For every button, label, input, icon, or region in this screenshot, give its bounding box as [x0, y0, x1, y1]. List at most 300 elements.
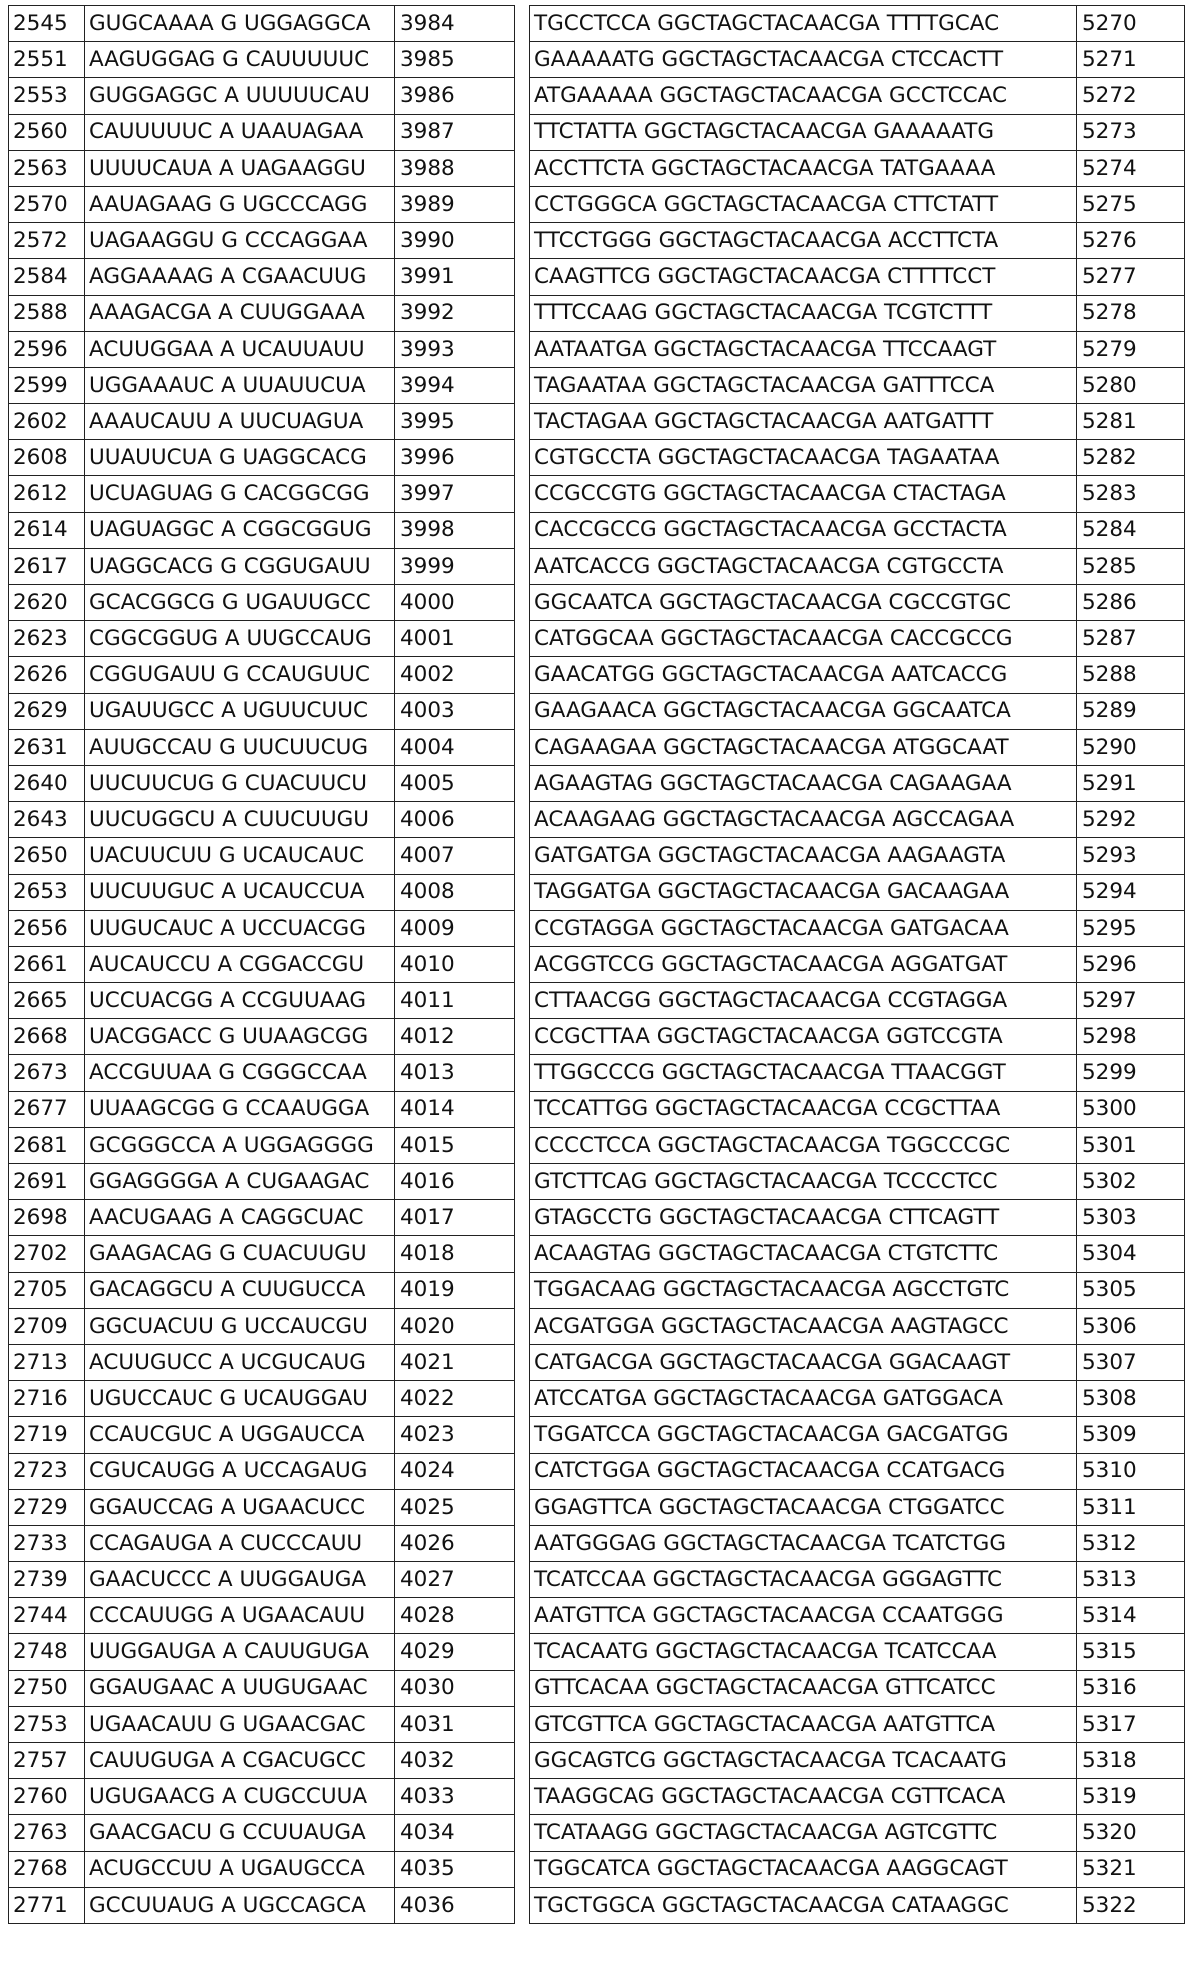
substrate-sequence-cell: UACUUCUU G UCAUCAUC [85, 838, 395, 874]
spacer [515, 838, 530, 874]
target-position-cell: 2572 [9, 223, 85, 259]
spacer [515, 476, 530, 512]
target-position-cell: 2753 [9, 1706, 85, 1742]
target-position-cell: 2681 [9, 1127, 85, 1163]
spacer [515, 331, 530, 367]
target-position-cell: 2729 [9, 1489, 85, 1525]
enzyme-seq-id-cell: 5286 [1077, 585, 1185, 621]
enzyme-seq-id-cell: 5308 [1077, 1381, 1185, 1417]
enzyme-sequence-cell: ACGATGGA GGCTAGCTACAACGA AAGTAGCC [530, 1308, 1077, 1344]
table-row [9, 1236, 1185, 1272]
table-row [9, 621, 1185, 657]
enzyme-sequence-cell: GGCAGTCG GGCTAGCTACAACGA TCACAATG [530, 1743, 1077, 1779]
enzyme-sequence-cell: CCGCTTAA GGCTAGCTACAACGA GGTCCGTA [530, 1019, 1077, 1055]
seq-id-cell: 4010 [395, 946, 515, 982]
substrate-sequence-cell: UGUGAACG A CUGCCUUA [85, 1779, 395, 1815]
substrate-sequence-cell: UUGGAUGA A CAUUGUGA [85, 1634, 395, 1670]
seq-id-cell: 4014 [395, 1091, 515, 1127]
table-row [9, 802, 1185, 838]
table-row [9, 1598, 1185, 1634]
seq-id-cell: 4026 [395, 1525, 515, 1561]
enzyme-sequence-cell: GAAAAATG GGCTAGCTACAACGA CTCCACTT [530, 42, 1077, 78]
enzyme-seq-id-cell: 5301 [1077, 1127, 1185, 1163]
enzyme-seq-id-cell: 5285 [1077, 548, 1185, 584]
enzyme-sequence-cell: CAGAAGAA GGCTAGCTACAACGA ATGGCAAT [530, 729, 1077, 765]
table-row [9, 1381, 1185, 1417]
table-row [9, 186, 1185, 222]
substrate-sequence-cell: UAGGCACG G CGGUGAUU [85, 548, 395, 584]
table-row [9, 6, 1185, 42]
target-position-cell: 2650 [9, 838, 85, 874]
enzyme-sequence-cell: GTTCACAA GGCTAGCTACAACGA GTTCATCC [530, 1670, 1077, 1706]
substrate-sequence-cell: UUGUCAUC A UCCUACGG [85, 910, 395, 946]
target-position-cell: 2608 [9, 440, 85, 476]
spacer [515, 295, 530, 331]
table-row [9, 223, 1185, 259]
enzyme-sequence-cell: GTCTTCAG GGCTAGCTACAACGA TCCCCTCC [530, 1164, 1077, 1200]
enzyme-sequence-cell: CAAGTTCG GGCTAGCTACAACGA CTTTTCCT [530, 259, 1077, 295]
enzyme-sequence-cell: TAAGGCAG GGCTAGCTACAACGA CGTTCACA [530, 1779, 1077, 1815]
table-row [9, 150, 1185, 186]
substrate-sequence-cell: GAACGACU G CCUUAUGA [85, 1815, 395, 1851]
target-position-cell: 2596 [9, 331, 85, 367]
spacer [515, 983, 530, 1019]
target-position-cell: 2763 [9, 1815, 85, 1851]
enzyme-seq-id-cell: 5318 [1077, 1743, 1185, 1779]
enzyme-seq-id-cell: 5316 [1077, 1670, 1185, 1706]
enzyme-sequence-cell: TACTAGAA GGCTAGCTACAACGA AATGATTT [530, 404, 1077, 440]
target-position-cell: 2545 [9, 6, 85, 42]
table-row [9, 1308, 1185, 1344]
spacer [515, 1670, 530, 1706]
seq-id-cell: 3997 [395, 476, 515, 512]
seq-id-cell: 4028 [395, 1598, 515, 1634]
table-row [9, 1525, 1185, 1561]
seq-id-cell: 3990 [395, 223, 515, 259]
spacer [515, 874, 530, 910]
table-row [9, 838, 1185, 874]
table-row [9, 983, 1185, 1019]
spacer [515, 1634, 530, 1670]
enzyme-seq-id-cell: 5299 [1077, 1055, 1185, 1091]
target-position-cell: 2709 [9, 1308, 85, 1344]
enzyme-seq-id-cell: 5306 [1077, 1308, 1185, 1344]
enzyme-sequence-cell: CCTGGGCA GGCTAGCTACAACGA CTTCTATT [530, 186, 1077, 222]
enzyme-sequence-cell: TTTCCAAG GGCTAGCTACAACGA TCGTCTTT [530, 295, 1077, 331]
enzyme-seq-id-cell: 5319 [1077, 1779, 1185, 1815]
enzyme-sequence-cell: TGGATCCA GGCTAGCTACAACGA GACGATGG [530, 1417, 1077, 1453]
enzyme-seq-id-cell: 5315 [1077, 1634, 1185, 1670]
seq-id-cell: 4017 [395, 1200, 515, 1236]
target-position-cell: 2661 [9, 946, 85, 982]
seq-id-cell: 3996 [395, 440, 515, 476]
spacer [515, 946, 530, 982]
enzyme-sequence-cell: CCGTAGGA GGCTAGCTACAACGA GATGACAA [530, 910, 1077, 946]
seq-id-cell: 4004 [395, 729, 515, 765]
spacer [515, 1417, 530, 1453]
seq-id-cell: 3986 [395, 78, 515, 114]
spacer [515, 1706, 530, 1742]
enzyme-sequence-cell: GGAGTTCA GGCTAGCTACAACGA CTGGATCC [530, 1489, 1077, 1525]
spacer [515, 404, 530, 440]
enzyme-seq-id-cell: 5302 [1077, 1164, 1185, 1200]
spacer [515, 1525, 530, 1561]
seq-id-cell: 4003 [395, 693, 515, 729]
seq-id-cell: 4011 [395, 983, 515, 1019]
enzyme-seq-id-cell: 5271 [1077, 42, 1185, 78]
target-position-cell: 2768 [9, 1851, 85, 1887]
table-row [9, 42, 1185, 78]
spacer [515, 1055, 530, 1091]
spacer [515, 512, 530, 548]
table-row [9, 657, 1185, 693]
seq-id-cell: 4031 [395, 1706, 515, 1742]
target-position-cell: 2748 [9, 1634, 85, 1670]
target-position-cell: 2614 [9, 512, 85, 548]
substrate-sequence-cell: UUUUCAUA A UAGAAGGU [85, 150, 395, 186]
spacer [515, 693, 530, 729]
enzyme-sequence-cell: TGCCTCCA GGCTAGCTACAACGA TTTTGCAC [530, 6, 1077, 42]
seq-id-cell: 4035 [395, 1851, 515, 1887]
enzyme-seq-id-cell: 5274 [1077, 150, 1185, 186]
substrate-sequence-cell: UGAUUGCC A UGUUCUUC [85, 693, 395, 729]
spacer [515, 802, 530, 838]
enzyme-seq-id-cell: 5272 [1077, 78, 1185, 114]
enzyme-seq-id-cell: 5275 [1077, 186, 1185, 222]
enzyme-sequence-cell: TCATCCAA GGCTAGCTACAACGA GGGAGTTC [530, 1562, 1077, 1598]
substrate-sequence-cell: UUCUGGCU A CUUCUUGU [85, 802, 395, 838]
target-position-cell: 2626 [9, 657, 85, 693]
target-position-cell: 2691 [9, 1164, 85, 1200]
enzyme-sequence-cell: TAGGATGA GGCTAGCTACAACGA GACAAGAA [530, 874, 1077, 910]
seq-id-cell: 3985 [395, 42, 515, 78]
spacer [515, 1308, 530, 1344]
enzyme-seq-id-cell: 5284 [1077, 512, 1185, 548]
spacer [515, 1164, 530, 1200]
enzyme-sequence-cell: AATCACCG GGCTAGCTACAACGA CGTGCCTA [530, 548, 1077, 584]
table-row [9, 440, 1185, 476]
enzyme-sequence-cell: GTAGCCTG GGCTAGCTACAACGA CTTCAGTT [530, 1200, 1077, 1236]
seq-id-cell: 3999 [395, 548, 515, 584]
seq-id-cell: 4027 [395, 1562, 515, 1598]
spacer [515, 1489, 530, 1525]
enzyme-seq-id-cell: 5303 [1077, 1200, 1185, 1236]
table-row [9, 1019, 1185, 1055]
table-row [9, 1344, 1185, 1380]
table-row [9, 1489, 1185, 1525]
target-position-cell: 2617 [9, 548, 85, 584]
substrate-sequence-cell: GAAGACAG G CUACUUGU [85, 1236, 395, 1272]
enzyme-sequence-cell: TCATAAGG GGCTAGCTACAACGA AGTCGTTC [530, 1815, 1077, 1851]
spacer [515, 1851, 530, 1887]
table-row [9, 1670, 1185, 1706]
table-row [9, 765, 1185, 801]
substrate-sequence-cell: UUCUUGUC A UCAUCCUA [85, 874, 395, 910]
seq-id-cell: 4023 [395, 1417, 515, 1453]
substrate-sequence-cell: ACUGCCUU A UGAUGCCA [85, 1851, 395, 1887]
substrate-sequence-cell: GGAGGGGA A CUGAAGAC [85, 1164, 395, 1200]
table-row [9, 1562, 1185, 1598]
enzyme-seq-id-cell: 5276 [1077, 223, 1185, 259]
seq-id-cell: 4036 [395, 1887, 515, 1923]
enzyme-sequence-cell: GAACATGG GGCTAGCTACAACGA AATCACCG [530, 657, 1077, 693]
target-position-cell: 2733 [9, 1525, 85, 1561]
spacer [515, 657, 530, 693]
enzyme-seq-id-cell: 5289 [1077, 693, 1185, 729]
substrate-sequence-cell: UUAUUCUA G UAGGCACG [85, 440, 395, 476]
enzyme-seq-id-cell: 5300 [1077, 1091, 1185, 1127]
spacer [515, 186, 530, 222]
spacer [515, 1453, 530, 1489]
enzyme-seq-id-cell: 5270 [1077, 6, 1185, 42]
seq-id-cell: 3988 [395, 150, 515, 186]
table-row [9, 548, 1185, 584]
substrate-sequence-cell: UGUCCAUC G UCAUGGAU [85, 1381, 395, 1417]
substrate-sequence-cell: AUCAUCCU A CGGACCGU [85, 946, 395, 982]
seq-id-cell: 4018 [395, 1236, 515, 1272]
substrate-sequence-cell: GACAGGCU A CUUGUCCA [85, 1272, 395, 1308]
substrate-sequence-cell: CCAUCGUC A UGGAUCCA [85, 1417, 395, 1453]
substrate-sequence-cell: AUUGCCAU G UUCUUCUG [85, 729, 395, 765]
seq-id-cell: 4032 [395, 1743, 515, 1779]
enzyme-sequence-cell: CATCTGGA GGCTAGCTACAACGA CCATGACG [530, 1453, 1077, 1489]
enzyme-seq-id-cell: 5277 [1077, 259, 1185, 295]
enzyme-sequence-cell: TGCTGGCA GGCTAGCTACAACGA CATAAGGC [530, 1887, 1077, 1923]
enzyme-seq-id-cell: 5290 [1077, 729, 1185, 765]
enzyme-sequence-cell: AATGGGAG GGCTAGCTACAACGA TCATCTGG [530, 1525, 1077, 1561]
enzyme-seq-id-cell: 5307 [1077, 1344, 1185, 1380]
enzyme-seq-id-cell: 5294 [1077, 874, 1185, 910]
enzyme-sequence-cell: TCACAATG GGCTAGCTACAACGA TCATCCAA [530, 1634, 1077, 1670]
spacer [515, 1381, 530, 1417]
enzyme-seq-id-cell: 5291 [1077, 765, 1185, 801]
target-position-cell: 2640 [9, 765, 85, 801]
substrate-sequence-cell: CGGUGAUU G CCAUGUUC [85, 657, 395, 693]
substrate-sequence-cell: CCAGAUGA A CUCCCAUU [85, 1525, 395, 1561]
enzyme-seq-id-cell: 5305 [1077, 1272, 1185, 1308]
substrate-sequence-cell: CAUUUUUC A UAAUAGAA [85, 114, 395, 150]
enzyme-sequence-cell: GATGATGA GGCTAGCTACAACGA AAGAAGTA [530, 838, 1077, 874]
target-position-cell: 2631 [9, 729, 85, 765]
table-row [9, 78, 1185, 114]
spacer [515, 1815, 530, 1851]
target-position-cell: 2719 [9, 1417, 85, 1453]
seq-id-cell: 4007 [395, 838, 515, 874]
target-position-cell: 2757 [9, 1743, 85, 1779]
enzyme-sequence-cell: ACAAGAAG GGCTAGCTACAACGA AGCCAGAA [530, 802, 1077, 838]
spacer [515, 729, 530, 765]
enzyme-seq-id-cell: 5282 [1077, 440, 1185, 476]
target-position-cell: 2723 [9, 1453, 85, 1489]
table-row [9, 512, 1185, 548]
target-position-cell: 2739 [9, 1562, 85, 1598]
spacer [515, 223, 530, 259]
spacer [515, 1091, 530, 1127]
seq-id-cell: 3992 [395, 295, 515, 331]
target-position-cell: 2553 [9, 78, 85, 114]
substrate-sequence-cell: ACUUGUCC A UCGUCAUG [85, 1344, 395, 1380]
substrate-sequence-cell: ACCGUUAA G CGGGCCAA [85, 1055, 395, 1091]
enzyme-seq-id-cell: 5320 [1077, 1815, 1185, 1851]
substrate-sequence-cell: GCCUUAUG A UGCCAGCA [85, 1887, 395, 1923]
seq-id-cell: 3994 [395, 367, 515, 403]
enzyme-sequence-cell: TTGGCCCG GGCTAGCTACAACGA TTAACGGT [530, 1055, 1077, 1091]
enzyme-sequence-cell: ATCCATGA GGCTAGCTACAACGA GATGGACA [530, 1381, 1077, 1417]
substrate-sequence-cell: UACGGACC G UUAAGCGG [85, 1019, 395, 1055]
table-row [9, 874, 1185, 910]
spacer [515, 114, 530, 150]
enzyme-sequence-cell: CATGGCAA GGCTAGCTACAACGA CACCGCCG [530, 621, 1077, 657]
spacer [515, 42, 530, 78]
seq-id-cell: 3989 [395, 186, 515, 222]
seq-id-cell: 4020 [395, 1308, 515, 1344]
spacer [515, 1779, 530, 1815]
seq-id-cell: 4029 [395, 1634, 515, 1670]
substrate-sequence-cell: AGGAAAAG A CGAACUUG [85, 259, 395, 295]
enzyme-seq-id-cell: 5278 [1077, 295, 1185, 331]
target-position-cell: 2560 [9, 114, 85, 150]
enzyme-sequence-cell: GAAGAACA GGCTAGCTACAACGA GGCAATCA [530, 693, 1077, 729]
target-position-cell: 2716 [9, 1381, 85, 1417]
table-row [9, 1815, 1185, 1851]
target-position-cell: 2677 [9, 1091, 85, 1127]
enzyme-seq-id-cell: 5281 [1077, 404, 1185, 440]
target-position-cell: 2702 [9, 1236, 85, 1272]
substrate-sequence-cell: GGCUACUU G UCCAUCGU [85, 1308, 395, 1344]
enzyme-seq-id-cell: 5297 [1077, 983, 1185, 1019]
target-position-cell: 2623 [9, 621, 85, 657]
enzyme-sequence-cell: TCCATTGG GGCTAGCTACAACGA CCGCTTAA [530, 1091, 1077, 1127]
table-row [9, 1887, 1185, 1923]
target-position-cell: 2653 [9, 874, 85, 910]
spacer [515, 367, 530, 403]
seq-id-cell: 3998 [395, 512, 515, 548]
enzyme-sequence-cell: ACGGTCCG GGCTAGCTACAACGA AGGATGAT [530, 946, 1077, 982]
seq-id-cell: 4008 [395, 874, 515, 910]
target-position-cell: 2643 [9, 802, 85, 838]
enzyme-sequence-cell: AATGTTCA GGCTAGCTACAACGA CCAATGGG [530, 1598, 1077, 1634]
substrate-sequence-cell: CCCAUUGG A UGAACAUU [85, 1598, 395, 1634]
enzyme-sequence-cell: CCCCTCCA GGCTAGCTACAACGA TGGCCCGC [530, 1127, 1077, 1163]
sequence-table-body [9, 6, 1185, 1924]
substrate-sequence-cell: UCCUACGG A CCGUUAAG [85, 983, 395, 1019]
seq-id-cell: 4021 [395, 1344, 515, 1380]
substrate-sequence-cell: AAAGACGA A CUUGGAAA [85, 295, 395, 331]
seq-id-cell: 3993 [395, 331, 515, 367]
substrate-sequence-cell: UGGAAAUC A UUAUUCUA [85, 367, 395, 403]
seq-id-cell: 4016 [395, 1164, 515, 1200]
target-position-cell: 2705 [9, 1272, 85, 1308]
table-row [9, 259, 1185, 295]
spacer [515, 548, 530, 584]
enzyme-seq-id-cell: 5309 [1077, 1417, 1185, 1453]
spacer [515, 440, 530, 476]
spacer [515, 1598, 530, 1634]
spacer [515, 150, 530, 186]
enzyme-seq-id-cell: 5310 [1077, 1453, 1185, 1489]
table-row [9, 1091, 1185, 1127]
spacer [515, 1019, 530, 1055]
table-row [9, 404, 1185, 440]
seq-id-cell: 4019 [395, 1272, 515, 1308]
spacer [515, 585, 530, 621]
enzyme-sequence-cell: TGGACAAG GGCTAGCTACAACGA AGCCTGTC [530, 1272, 1077, 1308]
substrate-sequence-cell: AACUGAAG A CAGGCUAC [85, 1200, 395, 1236]
enzyme-sequence-cell: ATGAAAAA GGCTAGCTACAACGA GCCTCCAC [530, 78, 1077, 114]
target-position-cell: 2656 [9, 910, 85, 946]
table-row [9, 295, 1185, 331]
substrate-sequence-cell: GCACGGCG G UGAUUGCC [85, 585, 395, 621]
target-position-cell: 2602 [9, 404, 85, 440]
table-row [9, 729, 1185, 765]
enzyme-sequence-cell: ACCTTCTA GGCTAGCTACAACGA TATGAAAA [530, 150, 1077, 186]
spacer [515, 78, 530, 114]
enzyme-seq-id-cell: 5288 [1077, 657, 1185, 693]
target-position-cell: 2629 [9, 693, 85, 729]
substrate-sequence-cell: GUGCAAAA G UGGAGGCA [85, 6, 395, 42]
target-position-cell: 2588 [9, 295, 85, 331]
substrate-sequence-cell: GCGGGCCA A UGGAGGGG [85, 1127, 395, 1163]
enzyme-seq-id-cell: 5311 [1077, 1489, 1185, 1525]
spacer [515, 1743, 530, 1779]
table-row [9, 1417, 1185, 1453]
enzyme-sequence-cell: AATAATGA GGCTAGCTACAACGA TTCCAAGT [530, 331, 1077, 367]
seq-id-cell: 4001 [395, 621, 515, 657]
target-position-cell: 2599 [9, 367, 85, 403]
enzyme-sequence-cell: CGTGCCTA GGCTAGCTACAACGA TAGAATAA [530, 440, 1077, 476]
table-row [9, 1706, 1185, 1742]
enzyme-seq-id-cell: 5293 [1077, 838, 1185, 874]
substrate-sequence-cell: ACUUGGAA A UCAUUAUU [85, 331, 395, 367]
table-row [9, 114, 1185, 150]
seq-id-cell: 3995 [395, 404, 515, 440]
substrate-sequence-cell: UAGAAGGU G CCCAGGAA [85, 223, 395, 259]
target-position-cell: 2563 [9, 150, 85, 186]
substrate-sequence-cell: UGAACAUU G UGAACGAC [85, 1706, 395, 1742]
seq-id-cell: 3991 [395, 259, 515, 295]
enzyme-sequence-cell: GTCGTTCA GGCTAGCTACAACGA AATGTTCA [530, 1706, 1077, 1742]
seq-id-cell: 4024 [395, 1453, 515, 1489]
enzyme-sequence-cell: TGGCATCA GGCTAGCTACAACGA AAGGCAGT [530, 1851, 1077, 1887]
seq-id-cell: 4015 [395, 1127, 515, 1163]
substrate-sequence-cell: UUAAGCGG G CCAAUGGA [85, 1091, 395, 1127]
enzyme-seq-id-cell: 5296 [1077, 946, 1185, 982]
spacer [515, 765, 530, 801]
spacer [515, 1344, 530, 1380]
spacer [515, 910, 530, 946]
spacer [515, 1272, 530, 1308]
target-position-cell: 2713 [9, 1344, 85, 1380]
seq-id-cell: 4033 [395, 1779, 515, 1815]
table-row [9, 1127, 1185, 1163]
table-row [9, 693, 1185, 729]
table-row [9, 910, 1185, 946]
enzyme-seq-id-cell: 5321 [1077, 1851, 1185, 1887]
enzyme-seq-id-cell: 5304 [1077, 1236, 1185, 1272]
enzyme-seq-id-cell: 5312 [1077, 1525, 1185, 1561]
table-row [9, 1453, 1185, 1489]
enzyme-sequence-cell: CCGCCGTG GGCTAGCTACAACGA CTACTAGA [530, 476, 1077, 512]
table-row [9, 946, 1185, 982]
target-position-cell: 2551 [9, 42, 85, 78]
substrate-sequence-cell: CGUCAUGG A UCCAGAUG [85, 1453, 395, 1489]
substrate-sequence-cell: CGGCGGUG A UUGCCAUG [85, 621, 395, 657]
substrate-sequence-cell: UCUAGUAG G CACGGCGG [85, 476, 395, 512]
enzyme-seq-id-cell: 5273 [1077, 114, 1185, 150]
enzyme-seq-id-cell: 5295 [1077, 910, 1185, 946]
table-row [9, 1272, 1185, 1308]
seq-id-cell: 4013 [395, 1055, 515, 1091]
